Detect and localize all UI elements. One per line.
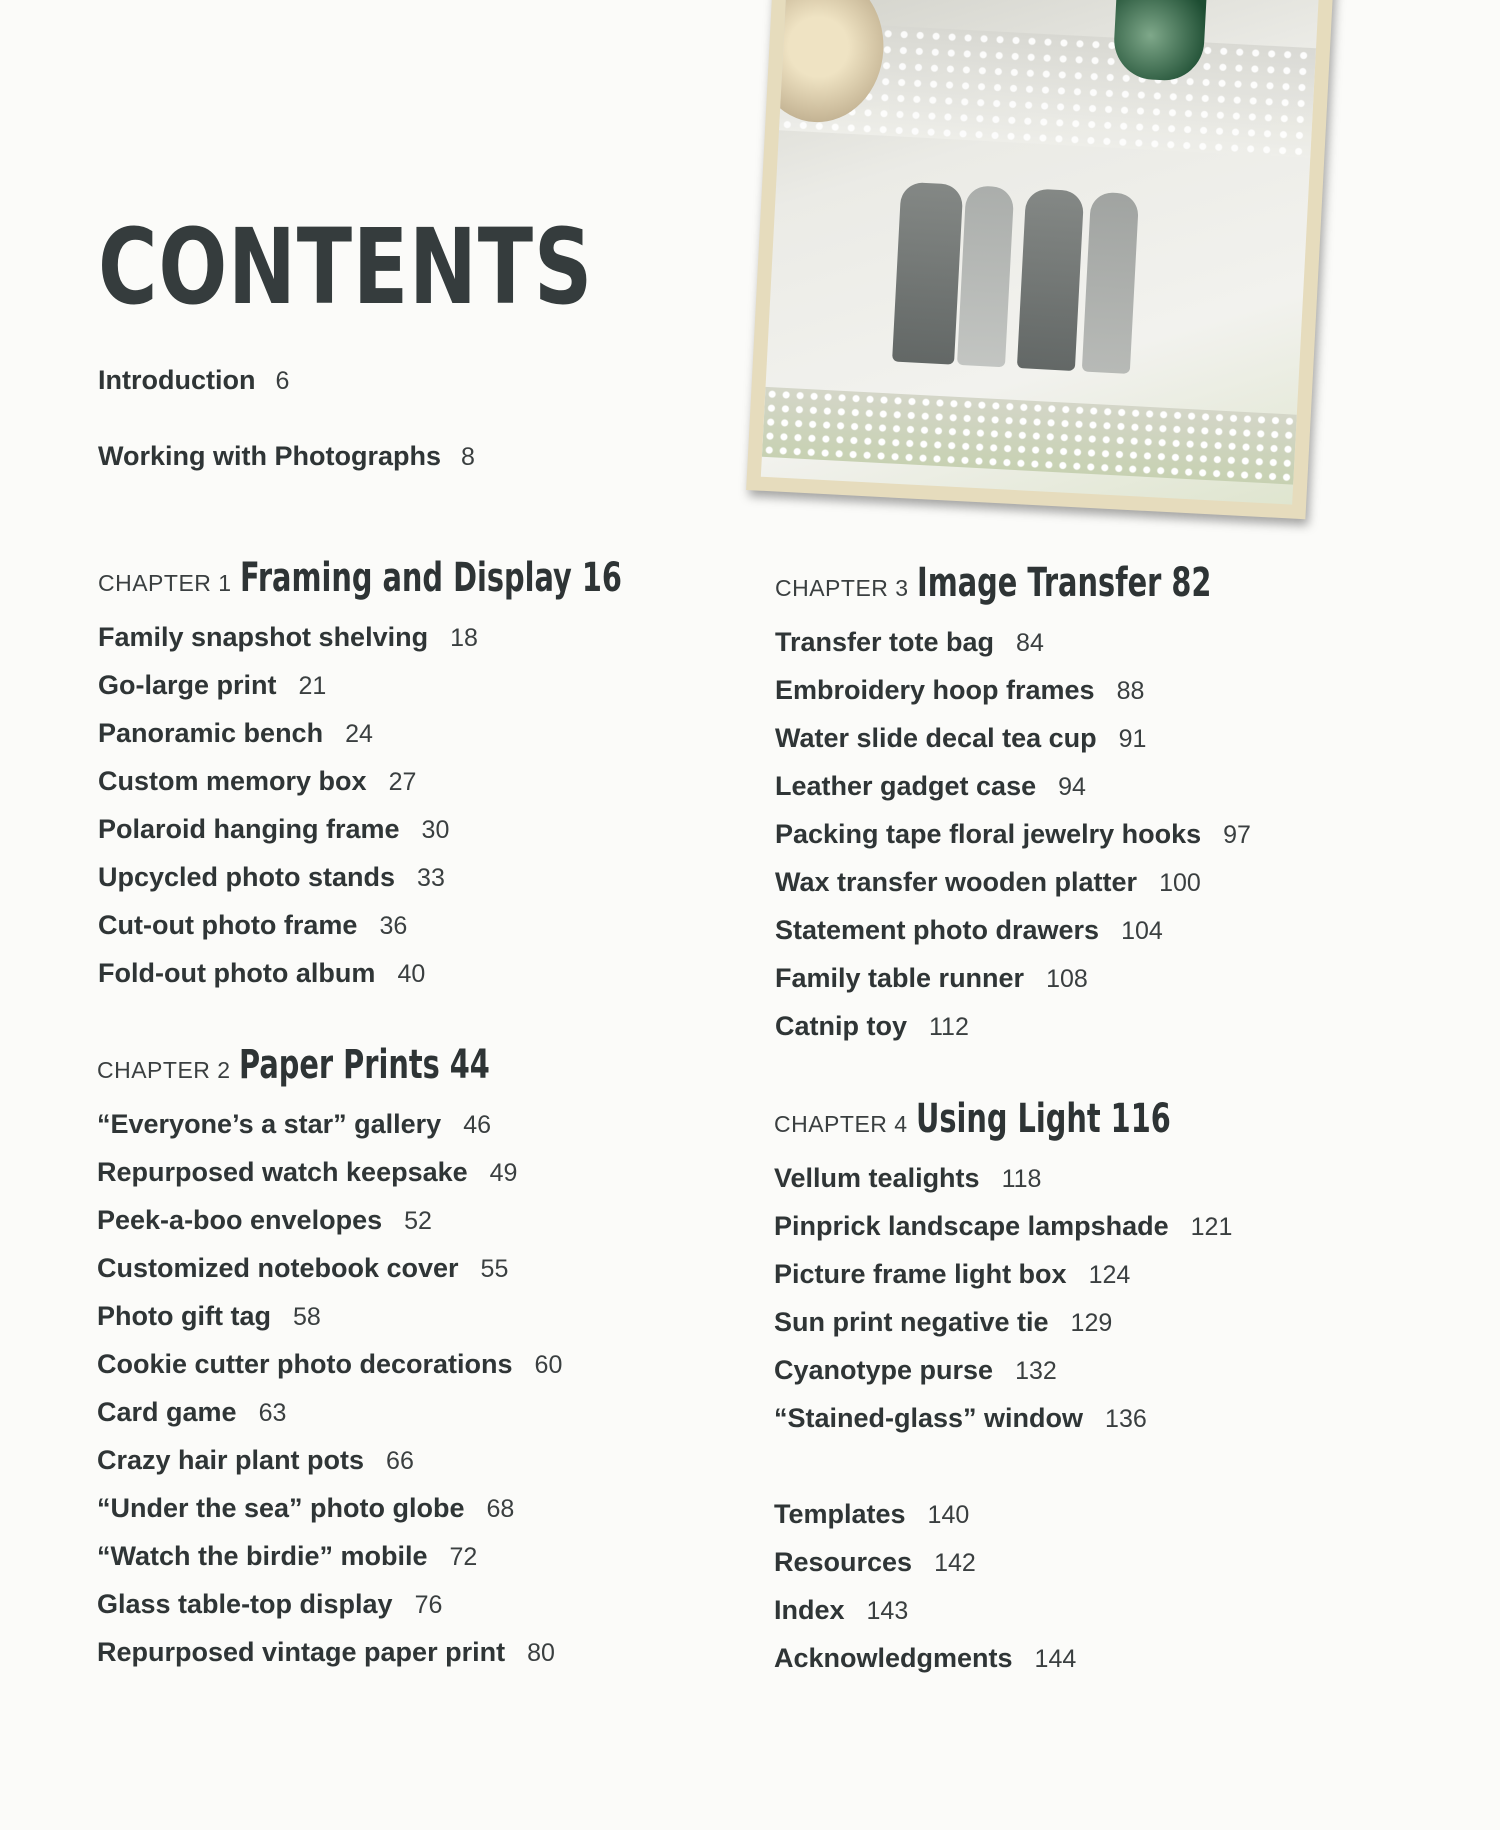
entry-page: 18 bbox=[450, 624, 478, 652]
photo-figure bbox=[1017, 188, 1084, 371]
chapter-2-heading[interactable] bbox=[97, 1042, 587, 1088]
photo-figure bbox=[892, 182, 963, 365]
entry-label: Upcycled photo stands bbox=[98, 862, 396, 892]
entry-label: Catnip toy bbox=[775, 1011, 907, 1041]
entry-page: 143 bbox=[866, 1597, 909, 1625]
entry-label: Panoramic bench bbox=[98, 718, 324, 748]
entry-label: Introduction bbox=[98, 365, 256, 395]
entry-label: “Stained-glass” window bbox=[774, 1403, 1084, 1433]
entry-label: Polaroid hanging frame bbox=[98, 814, 400, 844]
entry-label: Family table runner bbox=[775, 963, 1025, 993]
entry-page: 94 bbox=[1058, 773, 1086, 801]
entry-label: Repurposed vintage paper print bbox=[97, 1637, 506, 1667]
entry-page: 63 bbox=[258, 1399, 287, 1427]
entry-page: 136 bbox=[1105, 1405, 1147, 1433]
entry-label: Wax transfer wooden platter bbox=[775, 867, 1138, 897]
entry-label: Acknowledgments bbox=[774, 1643, 1013, 1673]
toc-entry[interactable] bbox=[98, 805, 478, 853]
toc-entry[interactable] bbox=[774, 1490, 1076, 1538]
toc-entry[interactable] bbox=[98, 949, 478, 997]
entry-label: Embroidery hoop frames bbox=[775, 675, 1095, 705]
chapter-1-list bbox=[98, 613, 478, 997]
photo-figure bbox=[1082, 192, 1139, 374]
entry-page: 84 bbox=[1016, 629, 1044, 657]
toc-entry[interactable] bbox=[774, 1394, 1232, 1442]
entry-label: Resources bbox=[774, 1547, 913, 1577]
toc-entry[interactable] bbox=[97, 1196, 562, 1244]
toc-entry[interactable] bbox=[97, 1100, 562, 1148]
toc-entry[interactable] bbox=[97, 1388, 562, 1436]
chapter-1-heading[interactable] bbox=[98, 555, 770, 601]
entry-page: 76 bbox=[414, 1591, 443, 1619]
entry-page: 60 bbox=[534, 1351, 563, 1379]
entry-label: Photo gift tag bbox=[97, 1301, 271, 1331]
toc-entry[interactable] bbox=[774, 1154, 1232, 1202]
toc-entry[interactable] bbox=[98, 661, 478, 709]
toc-entry[interactable] bbox=[775, 762, 1251, 810]
chapter-title: Paper Prints 44 bbox=[238, 1042, 490, 1088]
entry-label: Templates bbox=[774, 1499, 906, 1529]
toc-entry[interactable] bbox=[774, 1346, 1232, 1394]
entry-label: Custom memory box bbox=[98, 766, 367, 796]
entry-label: Repurposed watch keepsake bbox=[97, 1157, 468, 1187]
lace-doily-bottom bbox=[762, 387, 1297, 485]
entry-page: 52 bbox=[404, 1207, 432, 1235]
toc-entry[interactable] bbox=[775, 810, 1251, 858]
entry-page: 49 bbox=[489, 1159, 518, 1187]
toc-entry[interactable] bbox=[775, 666, 1251, 714]
vintage-photo bbox=[746, 0, 1334, 519]
entry-label: Go-large print bbox=[98, 670, 277, 700]
entry-page: 129 bbox=[1070, 1309, 1113, 1337]
entry-page: 118 bbox=[1001, 1165, 1042, 1193]
entry-page: 144 bbox=[1034, 1645, 1077, 1673]
toc-entry[interactable] bbox=[775, 906, 1251, 954]
entry-label: Card game bbox=[97, 1397, 237, 1427]
toc-entry-introduction[interactable] bbox=[98, 367, 289, 394]
entry-page: 132 bbox=[1015, 1357, 1057, 1385]
entry-page: 8 bbox=[460, 443, 475, 471]
entry-label: “Everyone’s a star” gallery bbox=[97, 1109, 442, 1139]
entry-label: Picture frame light box bbox=[774, 1259, 1067, 1289]
entry-page: 21 bbox=[298, 672, 327, 700]
toc-entry[interactable] bbox=[774, 1250, 1232, 1298]
entry-label: Sun print negative tie bbox=[774, 1307, 1049, 1337]
toc-entry[interactable] bbox=[97, 1292, 562, 1340]
toc-entry[interactable] bbox=[98, 613, 478, 661]
entry-label: Cyanotype purse bbox=[774, 1355, 994, 1385]
toc-entry[interactable] bbox=[775, 858, 1251, 906]
entry-page: 72 bbox=[449, 1543, 478, 1571]
entry-page: 46 bbox=[463, 1111, 491, 1139]
entry-label: Index bbox=[774, 1595, 845, 1625]
chapter-4-list bbox=[774, 1154, 1232, 1442]
chapter-label: CHAPTER 4 bbox=[774, 1111, 908, 1137]
entry-label: Cut-out photo frame bbox=[98, 910, 358, 940]
entry-label: Customized notebook cover bbox=[97, 1253, 459, 1283]
entry-label: Cookie cutter photo decorations bbox=[97, 1349, 513, 1379]
entry-page: 142 bbox=[934, 1549, 976, 1577]
entry-label: Leather gadget case bbox=[775, 771, 1037, 801]
toc-entry[interactable] bbox=[97, 1628, 562, 1676]
entry-label: Family snapshot shelving bbox=[98, 622, 429, 652]
chapter-2-list bbox=[97, 1100, 562, 1676]
entry-label: Fold-out photo album bbox=[98, 958, 376, 988]
toc-entry[interactable] bbox=[775, 714, 1251, 762]
photo-figure bbox=[957, 185, 1014, 367]
chapter-label: CHAPTER 3 bbox=[775, 575, 909, 601]
entry-page: 124 bbox=[1088, 1261, 1131, 1289]
toc-entry[interactable] bbox=[774, 1538, 1076, 1586]
chapter-title: Using Light 116 bbox=[915, 1096, 1171, 1142]
entry-page: 97 bbox=[1223, 821, 1251, 849]
entry-page: 55 bbox=[480, 1255, 509, 1283]
toc-entry[interactable] bbox=[775, 618, 1251, 666]
entry-label: Working with Photographs bbox=[98, 441, 441, 471]
toc-entry[interactable] bbox=[97, 1532, 562, 1580]
toc-entry[interactable] bbox=[97, 1484, 562, 1532]
toc-entry[interactable] bbox=[98, 901, 478, 949]
toc-entry[interactable] bbox=[97, 1244, 562, 1292]
chapter-3-heading[interactable] bbox=[775, 560, 1326, 606]
entry-label: Packing tape floral jewelry hooks bbox=[775, 819, 1202, 849]
photo-image bbox=[761, 0, 1319, 505]
entry-page: 40 bbox=[397, 960, 426, 988]
entry-page: 58 bbox=[292, 1303, 321, 1331]
entry-label: Water slide decal tea cup bbox=[775, 723, 1097, 753]
entry-page: 121 bbox=[1190, 1213, 1233, 1241]
page-title: CONTENTS bbox=[98, 206, 594, 328]
entry-page: 6 bbox=[275, 367, 290, 395]
toc-entry[interactable] bbox=[98, 757, 478, 805]
chapter-4-heading[interactable] bbox=[774, 1096, 1269, 1142]
toc-entry[interactable] bbox=[97, 1436, 562, 1484]
entry-page: 80 bbox=[527, 1639, 555, 1667]
entry-label: “Watch the birdie” mobile bbox=[97, 1541, 428, 1571]
entry-page: 24 bbox=[345, 720, 373, 748]
chapter-title: Framing and Display 16 bbox=[239, 555, 622, 601]
back-matter-list bbox=[774, 1490, 1076, 1682]
toc-entry[interactable] bbox=[98, 853, 478, 901]
entry-label: Statement photo drawers bbox=[775, 915, 1100, 945]
entry-page: 36 bbox=[379, 912, 408, 940]
entry-label: Glass table-top display bbox=[97, 1589, 393, 1619]
entry-page: 100 bbox=[1159, 869, 1201, 897]
chapter-label: CHAPTER 2 bbox=[97, 1057, 231, 1083]
entry-page: 88 bbox=[1116, 677, 1145, 705]
entry-label: Transfer tote bag bbox=[775, 627, 995, 657]
chapter-label: CHAPTER 1 bbox=[98, 570, 232, 596]
entry-page: 112 bbox=[929, 1013, 969, 1041]
toc-entry[interactable] bbox=[774, 1202, 1232, 1250]
entry-page: 104 bbox=[1121, 917, 1163, 945]
entry-label: Peek-a-boo envelopes bbox=[97, 1205, 383, 1235]
chapter-title: Image Transfer 82 bbox=[916, 560, 1212, 606]
toc-entry[interactable] bbox=[775, 954, 1251, 1002]
entry-page: 108 bbox=[1046, 965, 1088, 993]
toc-entry[interactable] bbox=[774, 1298, 1232, 1346]
toc-entry[interactable] bbox=[774, 1586, 1076, 1634]
toc-entry[interactable] bbox=[97, 1148, 562, 1196]
entry-label: Pinprick landscape lampshade bbox=[774, 1211, 1169, 1241]
entry-label: “Under the sea” photo globe bbox=[97, 1493, 465, 1523]
toc-entry[interactable] bbox=[98, 709, 478, 757]
entry-page: 68 bbox=[486, 1495, 515, 1523]
toc-entry[interactable] bbox=[775, 1002, 1251, 1050]
entry-page: 30 bbox=[421, 816, 450, 844]
entry-page: 91 bbox=[1118, 725, 1147, 753]
toc-entry-working-with-photographs[interactable] bbox=[98, 443, 475, 470]
entry-page: 140 bbox=[927, 1501, 970, 1529]
entry-page: 66 bbox=[386, 1447, 414, 1475]
entry-page: 33 bbox=[417, 864, 445, 892]
toc-entry[interactable] bbox=[97, 1580, 562, 1628]
toc-entry[interactable] bbox=[97, 1340, 562, 1388]
entry-label: Vellum tealights bbox=[774, 1163, 980, 1193]
entry-label: Crazy hair plant pots bbox=[97, 1445, 365, 1475]
toc-entry[interactable] bbox=[774, 1634, 1076, 1682]
chapter-3-list bbox=[775, 618, 1251, 1050]
entry-page: 27 bbox=[388, 768, 417, 796]
